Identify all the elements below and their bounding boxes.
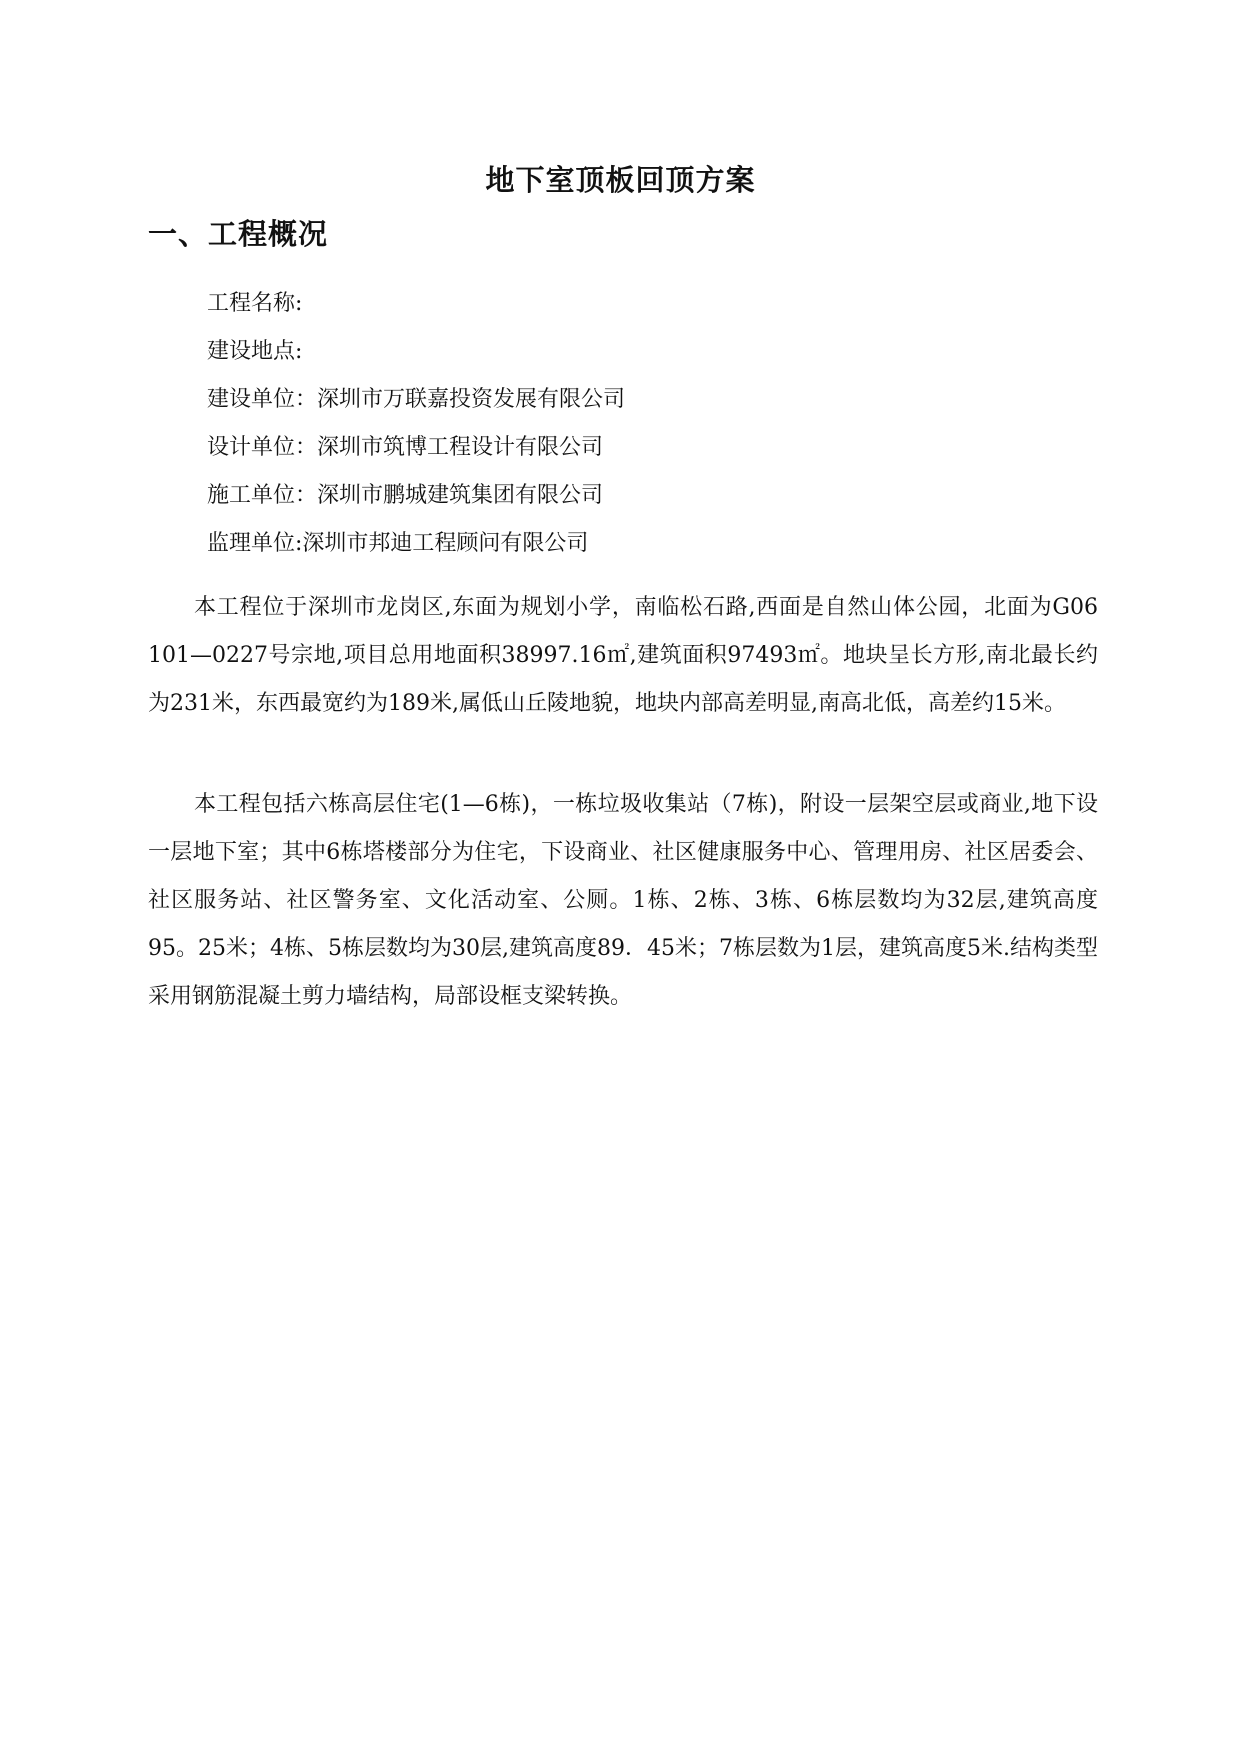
info-contractor: 施工单位：深圳市鹏城建筑集团有限公司 — [207, 483, 604, 508]
info-designer: 设计单位：深圳市筑博工程设计有限公司 — [207, 435, 604, 460]
info-developer: 建设单位：深圳市万联嘉投资发展有限公司 — [207, 387, 626, 412]
info-construction-site: 建设地点: — [207, 339, 303, 364]
paragraph-buildings: 本工程包括六栋高层住宅(1—6栋)，一栋垃圾收集站（7栋)，附设一层架空层或商业,地下设一层地下室；其中6栋塔楼部分为住宅，下设商业、社区健康服务中心、管理用房、社区居委会、社区服务站、社区警务室、文化活动室、公厕。1栋、2栋、3栋、6栋层数均为32层,建筑高度95。25米；4栋、5栋层数均为30层,建筑高度89．45米；7栋层数为1层，建筑高度5米.结构类型采用钢筋混凝土剪力墙结构，局部设框支梁转换。 — [148, 792, 1098, 1009]
document-title: 地下室顶板回顶方案 — [485, 163, 756, 197]
section-heading: 一、工程概况 — [148, 217, 329, 251]
info-supervisor: 监理单位:深圳市邦迪工程顾问有限公司 — [207, 531, 589, 556]
project-info-list — [207, 288, 625, 576]
paragraph-location: 本工程位于深圳市龙岗区,东面为规划小学，南临松石路,西面是自然山体公园，北面为G06 101—0227号宗地,项目总用地面积38997.16㎡,建筑面积97493㎡。地块呈长方形,南北最长约为231米，东西最宽约为189米,属低山丘陵地貌，地块内部高差明显,南高北低，高差约15米。 — [148, 595, 1098, 716]
info-project-name: 工程名称: — [207, 291, 303, 316]
